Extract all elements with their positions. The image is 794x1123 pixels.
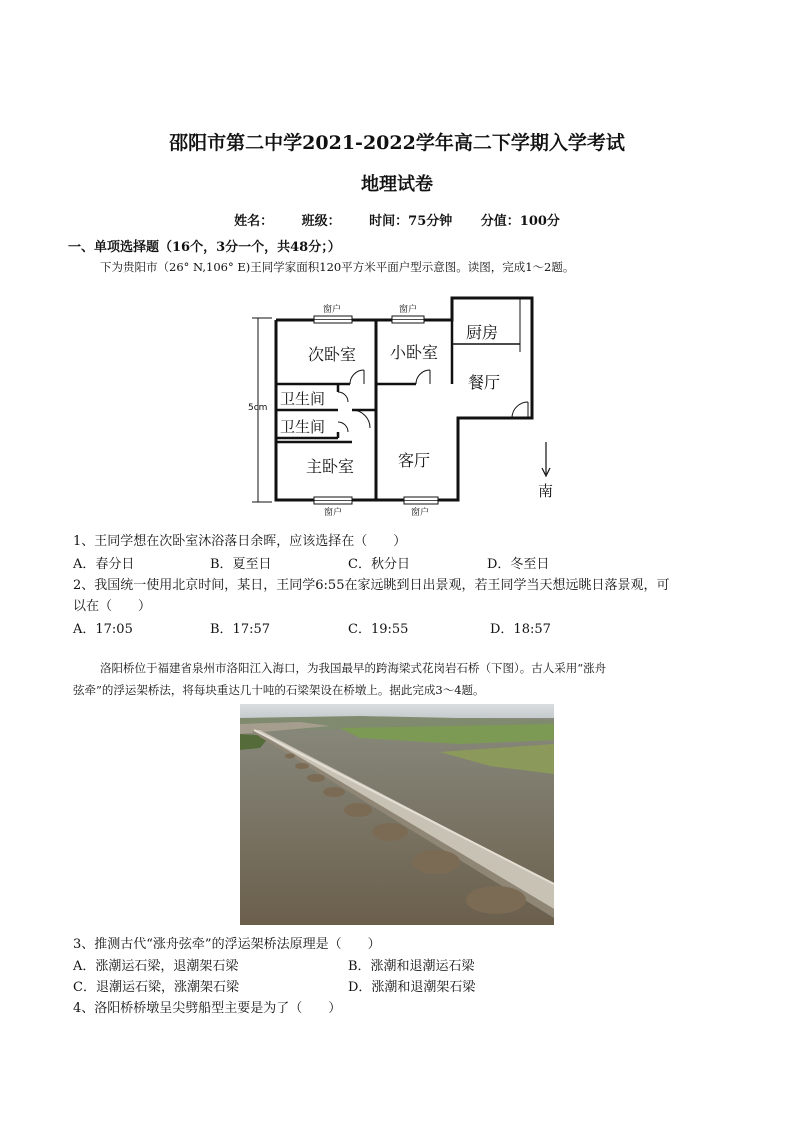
window-label-4: 窗户 — [411, 508, 430, 518]
scale-label: 5cm — [248, 403, 268, 413]
room-bathroom-2: 卫生间 — [280, 418, 326, 436]
window-label-3: 窗户 — [324, 508, 343, 518]
section-heading: 一、单项选择题（16个，3分一个，共48分；） — [68, 240, 341, 255]
intro-paragraph-1: 下为贵阳市（26° N,106° E)王同学家面积120平方米平面户型示意图。读图，完成1～2题。 — [100, 260, 575, 274]
exam-info — [0, 210, 794, 229]
room-small-bedroom: 小卧室 — [390, 343, 439, 362]
q1-option-a: A．春分日 — [73, 557, 135, 572]
info-score: 分值：100分 — [480, 214, 560, 229]
window-label-2: 窗户 — [399, 305, 418, 315]
room-second-bedroom: 次卧室 — [308, 345, 357, 364]
intro-paragraph-2-line1: 洛阳桥位于福建省泉州市洛阳江入海口，为我国最早的跨海梁式花岗岩石桥（下图）。古人采用“涨舟 — [100, 661, 607, 675]
intro-paragraph-2-line2: 弦牵”的浮运架桥法，将每块重达几十吨的石梁架设在桥墩上。据此完成3～4题。 — [73, 683, 485, 697]
question-3-stem: 3、推测古代“涨舟弦牵”的浮运架桥法原理是（ ） — [73, 937, 381, 952]
exam-subtitle: 地理试卷 — [361, 174, 433, 195]
q3-option-d: D．涨潮和退潮架石梁 — [348, 980, 476, 995]
q2-option-b: B．17:57 — [210, 622, 271, 637]
q2-option-a: A．17:05 — [73, 622, 133, 637]
question-4-stem: 4、洛阳桥桥墩呈尖劈船型主要是为了（ ） — [73, 1001, 342, 1016]
q1-option-d: D．冬至日 — [487, 557, 550, 572]
floor-plan-diagram — [238, 292, 568, 522]
room-kitchen: 厨房 — [466, 323, 499, 342]
q1-option-b: B．夏至日 — [210, 557, 272, 572]
q3-option-b: B．涨潮和退潮运石梁 — [348, 959, 475, 974]
room-master-bedroom: 主卧室 — [306, 457, 355, 476]
question-1-stem: 1、王同学想在次卧室沐浴落日余晖，应该选择在（ ） — [73, 534, 407, 549]
q2-option-c: C．19:55 — [348, 622, 409, 637]
window-label-1: 窗户 — [323, 305, 342, 315]
q3-option-c: C．退潮运石梁，涨潮架石梁 — [73, 980, 239, 995]
info-class: 班级： — [301, 214, 341, 229]
info-name: 姓名： — [234, 214, 274, 229]
direction-label: 南 — [538, 482, 554, 500]
room-dining: 餐厅 — [468, 373, 501, 392]
q2-option-d: D．18:57 — [490, 622, 551, 637]
room-living: 客厅 — [398, 451, 431, 470]
q3-option-a: A．涨潮运石梁，退潮架石梁 — [73, 959, 239, 974]
exam-title: 邵阳市第二中学2021-2022学年高二下学期入学考试 — [169, 132, 625, 154]
q1-option-c: C．秋分日 — [348, 557, 410, 572]
question-2-stem-line1: 2、我国统一使用北京时间，某日，王同学6:55在家远眺到日出景观，若王同学当天想远眺日落景观，可 — [73, 578, 670, 593]
room-bathroom-1: 卫生间 — [280, 390, 326, 408]
question-2-stem-line2: 以在（ ） — [73, 599, 152, 614]
luoyang-bridge-photo — [240, 704, 554, 925]
info-time: 时间：75分钟 — [369, 214, 453, 229]
